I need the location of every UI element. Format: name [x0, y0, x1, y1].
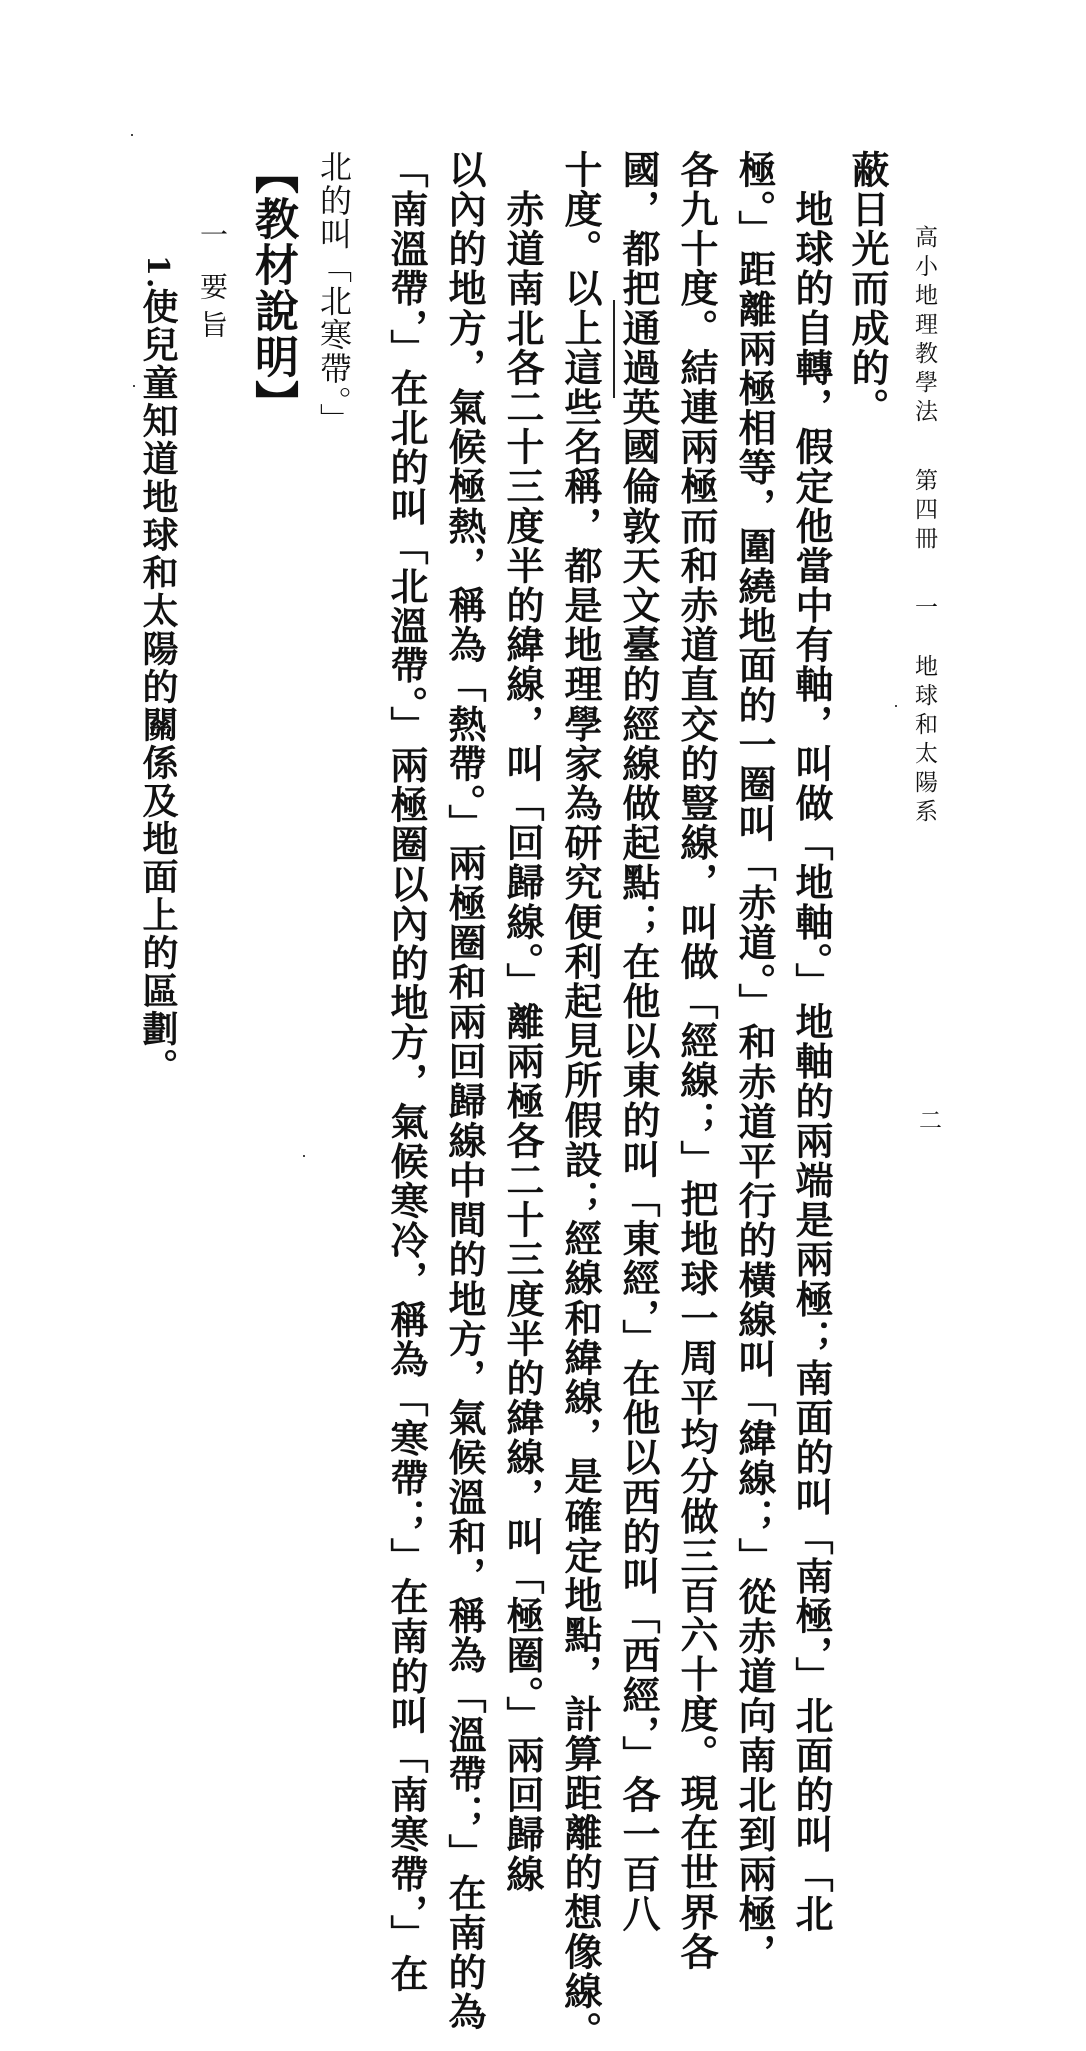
item-number: 1.	[140, 255, 175, 291]
body-column-1: 蔽日光而成的。	[845, 150, 890, 428]
scan-speck	[895, 705, 897, 707]
scan-speck	[303, 1155, 305, 1157]
section-heading: 【教材說明】	[247, 150, 298, 426]
scan-speck	[133, 385, 135, 387]
body-column-5: 國，都把通過英國倫敦天文臺的經線做起點；在他以東的叫「東經，」在他以西的叫「西經，」各一百八	[616, 150, 661, 1934]
subsection-number: 一	[196, 220, 229, 258]
proper-name-mark	[613, 300, 615, 398]
body-column-7: 赤道南北各二十三度半的緯線，叫「回歸線。」離兩極各二十三度半的緯線，叫「極圈。」兩回歸線	[500, 150, 545, 1894]
chapter-title: 地球和太陽系	[911, 654, 937, 828]
body-column-10: 北的叫「北寒帶。」	[315, 150, 353, 437]
body-column-3: 極。」距離兩極相等，圍繞地面的一圈叫「赤道。」和赤道平行的橫線叫「緯線；」從赤道向南北到兩極，	[732, 150, 777, 1974]
chapter-number: 一	[911, 595, 937, 624]
running-header	[912, 225, 935, 828]
body-column-2: 地球的自轉，假定他當中有軸，叫做「地軸。」地軸的兩端是兩極；南面的叫「南極，」北面的叫「北	[789, 150, 834, 1934]
item-text: 使兒童知道地球和太陽的關係及地面上的區劃。	[137, 288, 179, 1086]
page-number: 二	[915, 1108, 941, 1131]
volume-label: 第四冊	[911, 468, 937, 555]
body-column-9: 「南溫帶，」在北的叫「北溫帶。」兩極圈以內的地方，氣候寒冷，稱為「寒帶；」在南的叫「南寒帶，」在	[384, 150, 429, 1994]
book-title: 高小地理教學法	[911, 225, 937, 428]
subsection-title: 要旨	[196, 272, 229, 348]
body-column-6: 十度。以上這些名稱，都是地理學家為研究便利起見所假設；經線和緯線，是確定地點，計算距離的想像線。	[558, 150, 603, 2051]
body-column-4: 各九十度。結連兩極而和赤道直交的豎線，叫做「經線；」把地球一周平均分做三百六十度。現在世界各	[674, 150, 719, 1972]
body-column-8: 以內的地方，氣候極熱，稱為「熱帶。」兩極圈和兩回歸線中間的地方，氣候溫和，稱為「溫帶；」在南的為	[442, 150, 487, 2032]
scan-speck	[131, 134, 133, 136]
